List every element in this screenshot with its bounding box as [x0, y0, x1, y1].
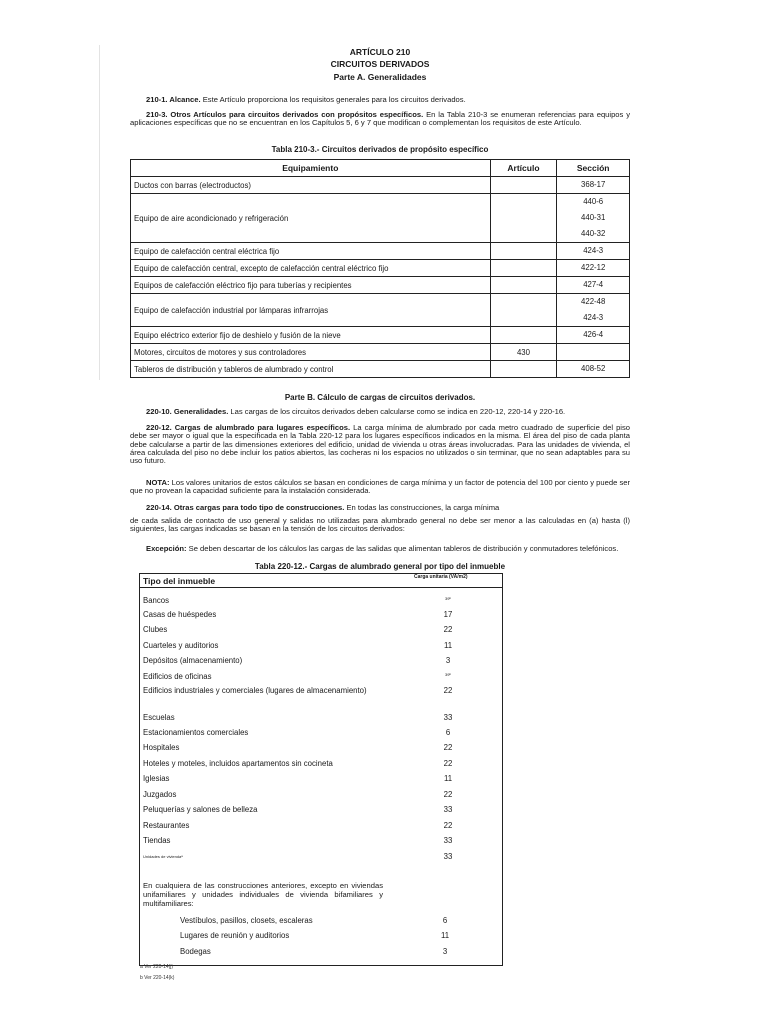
cell-tipo: Juzgados [143, 790, 177, 799]
cell-articulo [490, 327, 557, 344]
table-220-12-caption: Tabla 220-12.- Cargas de alumbrado general por tipo del inmueble [254, 562, 506, 571]
cell-carga: 3 [445, 656, 451, 665]
cell-equipamiento: Equipo de calefacción industrial por lámparas infrarrojas [131, 294, 491, 327]
table-row [131, 294, 630, 327]
cell-carga: 33 [443, 836, 453, 845]
table-210-3 [130, 159, 630, 378]
seccion-value: 440-32 [581, 229, 606, 238]
subrow-tipo: Bodegas [180, 947, 211, 956]
seccion-value: 426-4 [583, 330, 604, 339]
subrow-tipo: Lugares de reunión y auditorios [180, 931, 290, 940]
cell-seccion [557, 344, 630, 361]
cell-tipo: Bancos [143, 596, 170, 605]
table-row [131, 361, 630, 378]
table-header-seccion: Sección [557, 160, 630, 177]
table-row [131, 177, 630, 194]
cell-tipo: Hospitales [143, 743, 180, 752]
cell-tipo: Tiendas [143, 836, 171, 845]
cell-carga: 17 [443, 610, 453, 619]
cell-seccion [557, 260, 630, 277]
paragraph-220-14-cont: de cada salida de contacto de uso general y salidas no utilizadas para alumbrado general no debe ser menor a las calculadas en (a) hasta (l) siguientes, las cargas indicadas se basan en la tensión de los circuitos derivados: [130, 516, 630, 534]
cell-tipo: Edificios de oficinas [143, 672, 212, 681]
paragraph-nota: NOTA: Los valores unitarios de estos cálculos se basan en condiciones de carga mínima y un factor de potencia del 100 por ciento y puede ser que no provean la capacidad suficiente para la instalación considerada. [130, 478, 630, 496]
cell-carga: 39ᵇ [445, 596, 451, 601]
cell-seccion [557, 361, 630, 378]
cell-carga: 33 [443, 852, 453, 861]
table-row [131, 327, 630, 344]
cell-tipo: Edificios industriales y comerciales (lugares de almacenamiento) [143, 686, 367, 695]
cell-seccion [557, 277, 630, 294]
cell-seccion [557, 327, 630, 344]
cell-carga: 22 [443, 625, 453, 634]
cell-tipo: Cuarteles y auditorios [143, 641, 219, 650]
subrow-carga: 3 [442, 947, 448, 956]
table-row [131, 277, 630, 294]
cell-tipo: Estacionamientos comerciales [143, 728, 249, 737]
subrow-tipo: Vestíbulos, pasillos, closets, escaleras [180, 916, 313, 925]
cell-equipamiento: Equipos de calefacción eléctrico fijo para tuberías y recipientes [131, 277, 491, 294]
cell-seccion [557, 194, 630, 243]
cell-carga: 33 [443, 805, 453, 814]
cell-carga: 11 [443, 641, 453, 650]
table-row [131, 260, 630, 277]
footnote-a: a Ver 220-14(j) [140, 964, 174, 970]
cell-carga: 11 [443, 774, 453, 783]
table-220-12-header [140, 574, 502, 588]
cell-carga: 6 [445, 728, 451, 737]
cell-equipamiento: Tableros de distribución y tableros de alumbrado y control [131, 361, 491, 378]
seccion-value: 368-17 [581, 180, 606, 189]
cell-equipamiento: Motores, circuitos de motores y sus controladores [131, 344, 491, 361]
cell-seccion [557, 177, 630, 194]
cell-carga: 22 [443, 686, 453, 695]
cell-seccion [557, 243, 630, 260]
seccion-value: 424-3 [583, 246, 604, 255]
margin-line [99, 45, 100, 380]
seccion-value: 422-48 [581, 297, 606, 306]
paragraph-220-10: 220-10. Generalidades. Las cargas de los circuitos derivados deben calcularse como se indica en 220-12, 220-14 y 220-16. [146, 407, 566, 416]
cell-articulo [490, 177, 557, 194]
table-header-articulo: Artículo [490, 160, 557, 177]
cell-tipo: Iglesias [143, 774, 170, 783]
paragraph-220-14: 220-14. Otras cargas para todo tipo de construcciones. En todas las construcciones, la carga mínima [146, 503, 500, 512]
table-row [131, 344, 630, 361]
article-title: ARTÍCULO 210 [349, 47, 411, 57]
cell-articulo [490, 260, 557, 277]
paragraph-210-1: 210-1. Alcance. Este Artículo proporciona los requisitos generales para los circuitos derivados. [146, 95, 466, 104]
cell-articulo [490, 294, 557, 327]
cell-tipo: Clubes [143, 625, 168, 634]
cell-equipamiento: Equipo de aire acondicionado y refrigeración [131, 194, 491, 243]
cell-tipo: Depósitos (almacenamiento) [143, 656, 243, 665]
cell-carga: 22 [443, 790, 453, 799]
cell-equipamiento: Equipo eléctrico exterior fijo de deshielo y fusión de la nieve [131, 327, 491, 344]
cell-carga: 33 [443, 713, 453, 722]
cell-tipo: Peluquerías y salones de belleza [143, 805, 258, 814]
cell-equipamiento: Ductos con barras (electroductos) [131, 177, 491, 194]
paragraph-210-3: 210-3. Otros Artículos para circuitos derivados con propósitos específicos. En la Tabla 210-3 se enumeran referencias para equipos y aplicaciones específicas que no se encuentran en los Capítulos 5, 6 y 7 que modifican o complementan los requisitos de este Artículo. [130, 110, 631, 128]
article-subtitle: CIRCUITOS DERIVADOS [330, 59, 430, 69]
table-header-tipo: Tipo del inmueble [143, 576, 216, 586]
table-row [131, 194, 630, 243]
table-header-carga: Carga unitaria (VA/m2) [414, 574, 468, 580]
cell-equipamiento: Equipo de calefacción central eléctrica fijo [131, 243, 491, 260]
table-220-12-note: En cualquiera de las construcciones anteriores, excepto en viviendas unifamiliares y unidades individuales de vivienda bifamiliares y multifamiliares: [143, 881, 383, 908]
cell-tipo: Restaurantes [143, 821, 190, 830]
cell-equipamiento: Equipo de calefacción central, excepto de calefacción central eléctrico fijo [131, 260, 491, 277]
table-220-12 [139, 573, 503, 966]
seccion-value: 422-12 [581, 263, 606, 272]
subrow-carga: 11 [440, 931, 450, 940]
cell-carga: 22 [443, 821, 453, 830]
cell-articulo [490, 243, 557, 260]
cell-tipo: Unidades de viviendaᵃ [143, 854, 183, 859]
seccion-value: 408-52 [581, 364, 606, 373]
cell-articulo [490, 361, 557, 378]
cell-carga: 39ᵇ [445, 672, 451, 677]
seccion-value: 424-3 [583, 313, 604, 322]
table-row [131, 243, 630, 260]
part-a-heading: Parte A. Generalidades [333, 72, 427, 82]
seccion-value [560, 344, 626, 360]
cell-articulo [490, 194, 557, 243]
cell-articulo [490, 277, 557, 294]
subrow-carga: 6 [442, 916, 448, 925]
table-210-3-caption: Tabla 210-3.- Circuitos derivados de propósito específico [271, 145, 489, 154]
paragraph-220-12: 220-12. Cargas de alumbrado para lugares específicos. La carga mínima de alumbrado por cada metro cuadrado de superficie del piso debe ser mayor o igual que la especificada en la Tabla 220-12 para los lugares específicos indicados en la misma. El área del piso de cada planta debe calcularse a partir de las dimensiones exteriores del edificio, unidad de vivienda u otras áreas involucradas. Para las unidades de vivienda, el área calculada del piso no debe incluir los patios abiertos, las cocheras ni los espacios no utilizados o sin terminar, que no sean adaptables para su uso futuro. [130, 423, 630, 466]
cell-seccion [557, 294, 630, 327]
cell-tipo: Hoteles y moteles, incluidos apartamentos sin cocineta [143, 759, 333, 768]
paragraph-excepcion: Excepción: Se deben descartar de los cálculos las cargas de las salidas que alimentan tableros de distribución y conmutadores telefónicos. [146, 544, 619, 553]
footnote-b: b Ver 220-14(k) [140, 975, 175, 981]
seccion-value: 440-6 [583, 197, 604, 206]
cell-tipo: Escuelas [143, 713, 175, 722]
cell-carga: 22 [443, 743, 453, 752]
cell-articulo: 430 [490, 344, 557, 361]
seccion-value: 440-31 [581, 213, 606, 222]
part-b-heading: Parte B. Cálculo de cargas de circuitos derivados. [284, 393, 476, 402]
table-header-equipamiento: Equipamiento [131, 160, 491, 177]
cell-carga: 22 [443, 759, 453, 768]
cell-tipo: Casas de huéspedes [143, 610, 217, 619]
seccion-value: 427-4 [583, 280, 604, 289]
